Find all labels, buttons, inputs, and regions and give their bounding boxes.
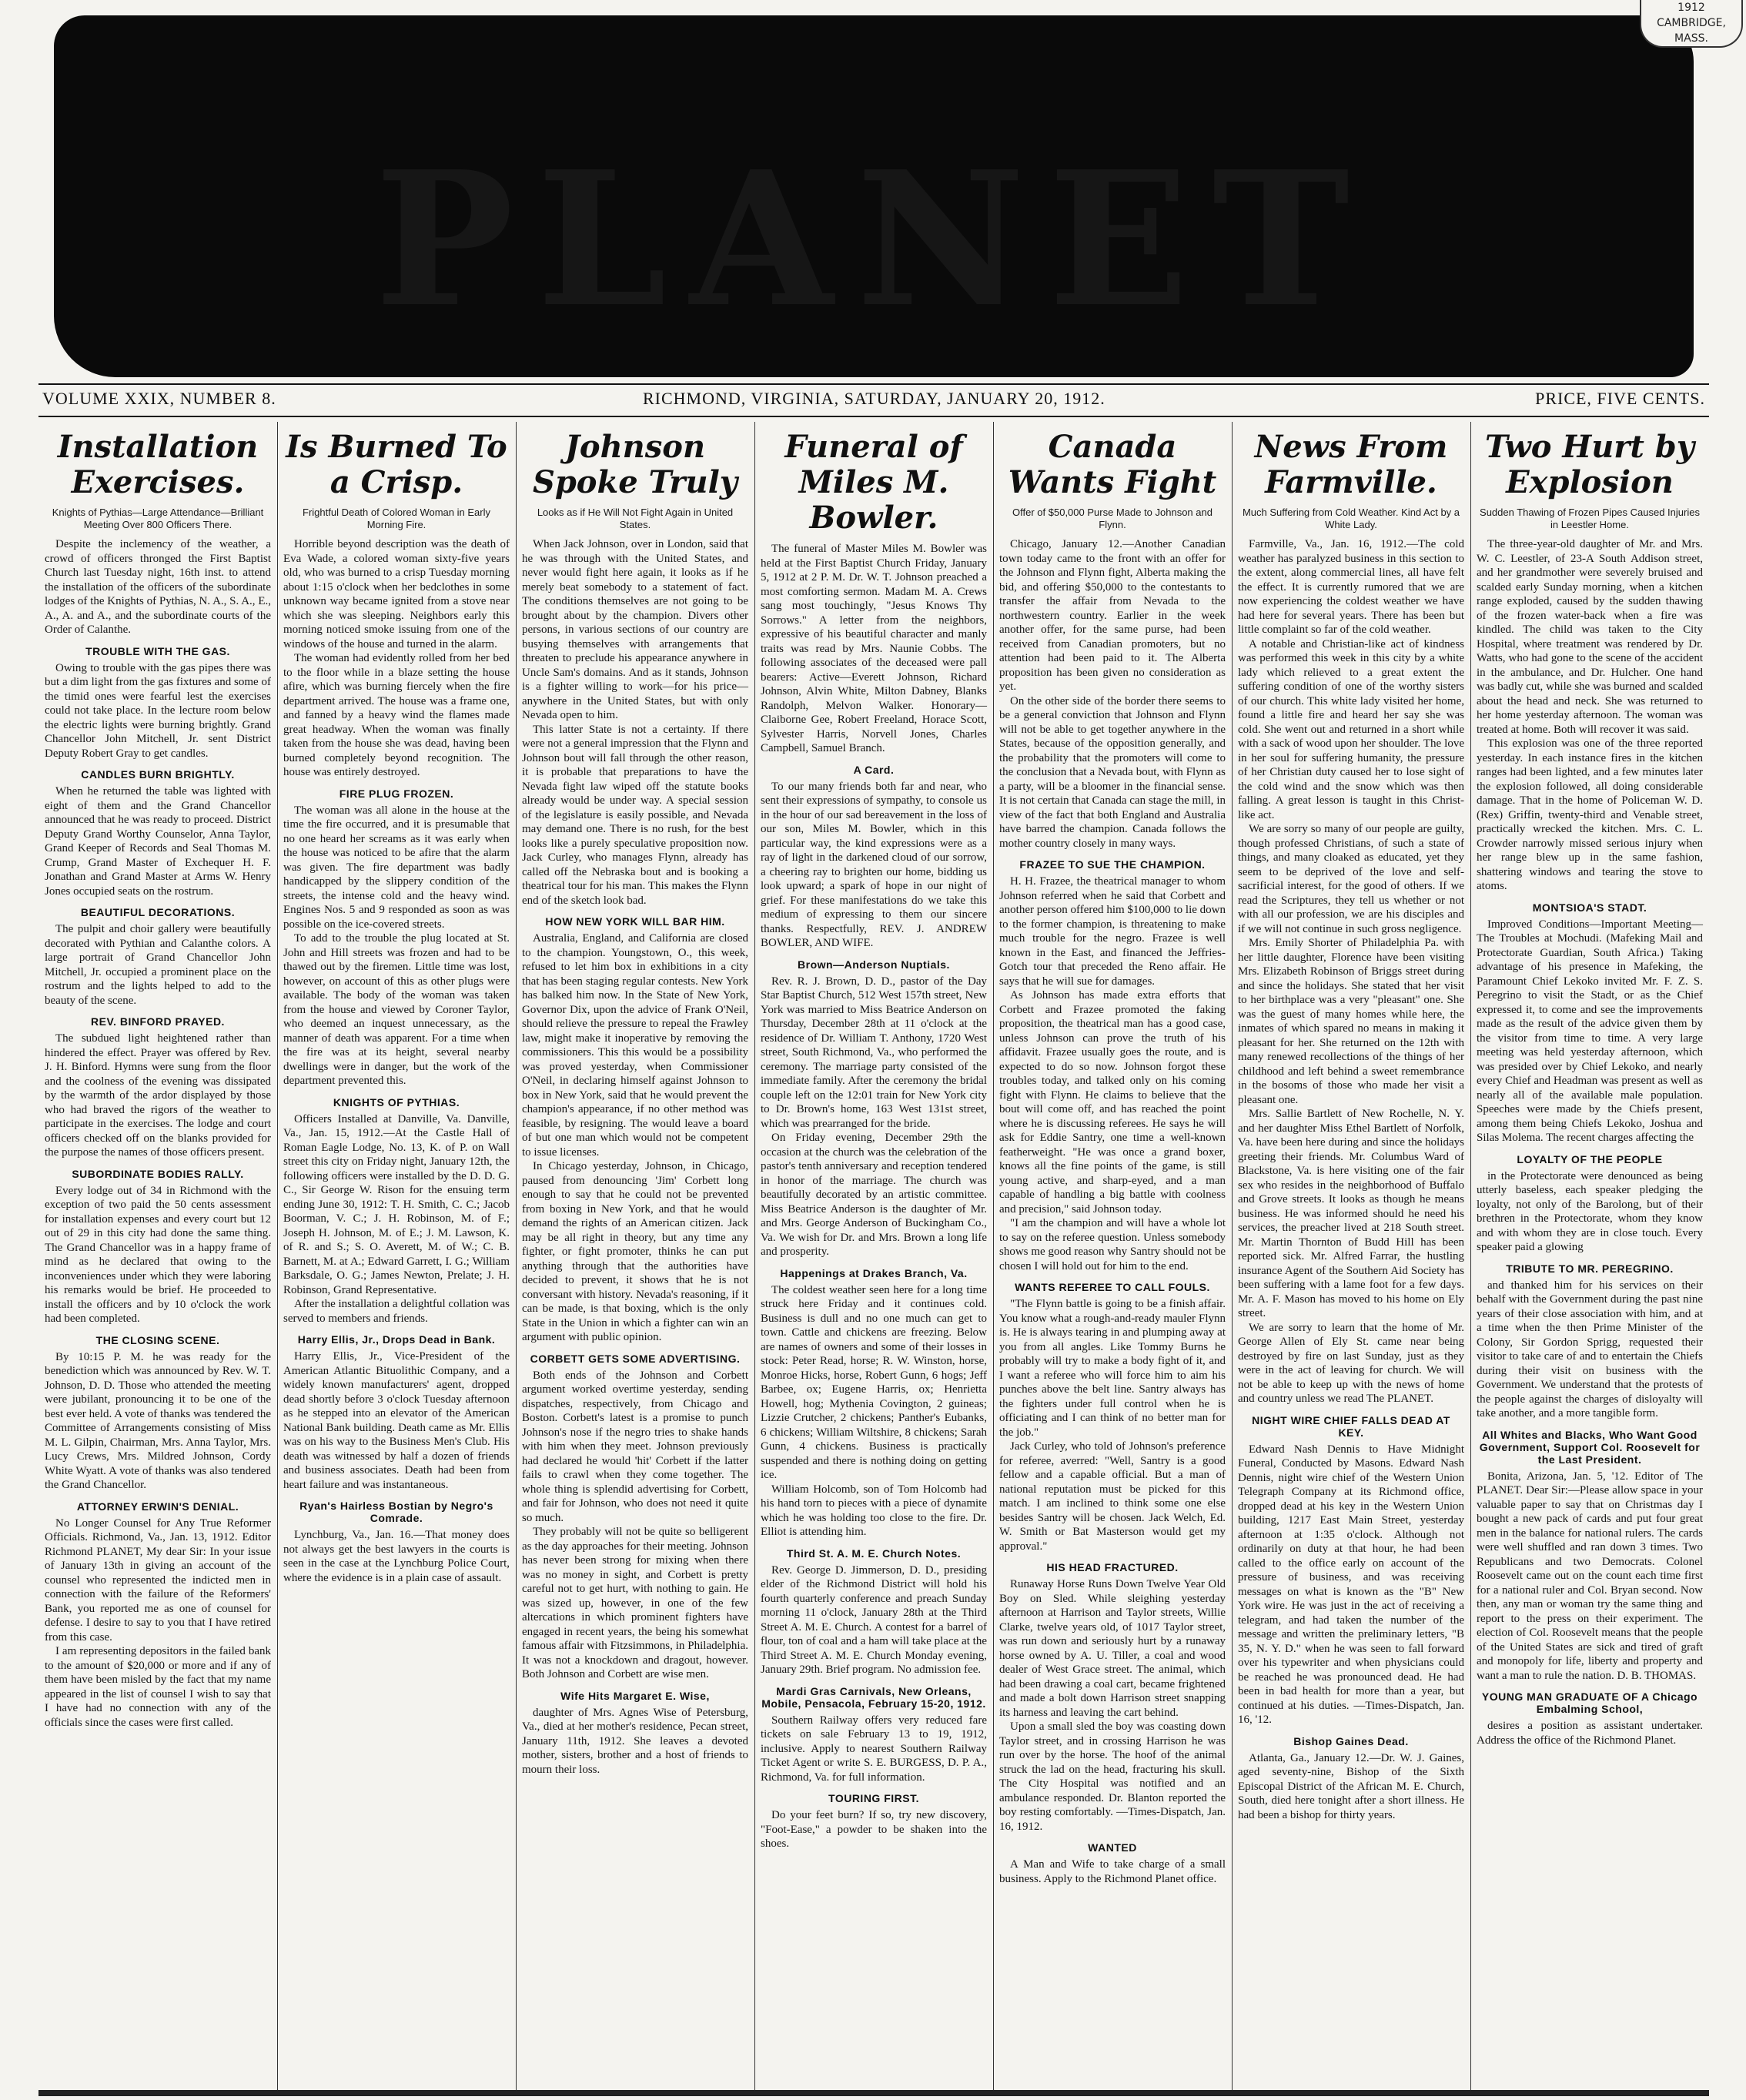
section-subhead: ATTORNEY ERWIN'S DENIAL.	[76, 1500, 239, 1513]
article-paragraph: By 10:15 P. M. he was ready for the benediction which was announced by Rev. W. T. Johnson, D. D. Those who attended the meeting were jubilant, pronouncing it to be one of the best ever held. A vote of thanks was tendered the Committee of Arrangements consisting of Miss M. L. Gilpin, Chairman, Mrs. Anna Taylor, Mrs. Lucy Crews, Mrs. Mildred Johnson, Cordy White Wyatt. A vote of thanks was also tendered the Grand Chancellor.	[45, 1350, 271, 1491]
article-paragraph: The three-year-old daughter of Mr. and Mrs. W. C. Leestler, of 23-A South Addison street, and her grandmother were severely bruised and scalded early Sunday morning, when a kitchen range exploded, caused by the sudden thawing of the frozen water-back when a fire was kindled. The child was taken to the City Hospital, where treatment was rendered by Dr. Watts, who had gone to the scene of the accident in the ambulance, and Dr. Hulcher. One hand was badly cut, while she was burned and scalded about the head and neck. She was returned to her home yesterday afternoon. The woman was treated at home. Both will recover it was said.	[1477, 538, 1703, 736]
article-paragraph: The coldest weather seen here for a long time struck here Friday and it continues cold. Business is dull and no one much can get to town. Cattle and chickens are freezing. Below are names of owners and some of their losses in stock: Peter Read, horse; R. W. Winston, horse, Monroe Hicks, horse, Robert Gunn, 6 hogs; Jeff Barbee, ox; Eugene Harris, ox; Henrietta Howell, hog; Mythenia Covington, 2 guineas; Lizzie Crutcher, 2 chickens; Panther's Eubanks, 6 chickens; William Wiltshire, 8 chickens; Sarah Gunn, 4 chickens. Business is practically suspended and there is nothing doing on getting ice.	[761, 1283, 987, 1481]
article-paragraph: The pulpit and choir gallery were beautifully decorated with Pythian and Calanthe colors. A large portrait of Grand Chancellor John Mitchell, Jr. occupied a prominent place on the rostrum and the lights helped to add to the beauty of the scene.	[45, 923, 271, 1007]
article-paragraph: We are sorry so many of our people are guilty, though professed Christians, of such a state of things, and many cloaked as educated, yet they seem to be deprived of the love and self-sacrificial interest, for the good of others. If we read the Scriptures, they tell us whether or not with all our profession, we are his disciples and if we will not continue in such gross negligence.	[1238, 823, 1464, 935]
article-headline: Installation Exercises.	[57, 429, 259, 500]
news-column	[754, 422, 993, 2092]
section-subhead: REV. BINFORD PRAYED.	[91, 1015, 225, 1028]
article-paragraph: H. H. Frazee, the theatrical manager to whom Johnson referred when he said that Corbett and another person offered him $100,000 to lie down to the former champion, is threatening to make much trouble for the negro. Frazee is well known in the East, and financed the Jeffries-Gotch tour that preceded the Reno affair. He says that he will sue for damages.	[999, 875, 1226, 988]
article-paragraph: Upon a small sled the boy was coasting down Taylor street, and in crossing Harrison he was run over by the horse. The hoof of the animal struck the lad on the head, fracturing his skull. The City Hospital was notified and an ambulance responded. Dr. Blanton reported the boy resting comfortably. —Times-Dispatch, Jan. 16, 1912.	[999, 1720, 1226, 1833]
section-subhead: WANTED	[1088, 1841, 1137, 1854]
article-paragraph: Despite the inclemency of the weather, a crowd of officers thronged the First Baptist Church last Tuesday night, 16th inst. to attend the installation of the officers of the subordinate lodges of the Knights of Pythias, N. A., S. A., E., A., A. and A., and the subordinate courts of the Order of Calanthe.	[45, 538, 271, 636]
article-paragraph: Farmville, Va., Jan. 16, 1912.—The cold weather has paralyzed business in this section to the extent, along commercial lines, all have felt the effect. It is currently rumored that we are now experiencing the coldest weather we have had here for several years. There has been but little complaint so far of the cold weather.	[1238, 538, 1464, 636]
article-paragraph: The subdued light heightened rather than hindered the effect. Prayer was offered by Rev. J. H. Binford. Hymns were sung from the floor and the coolness of the evening was dissipated by the warmth of the ardor displayed by those who had braved the rigors of the weather to participate in the exercises. The lodge and court officers checked off on the blanks provided for the purpose the names of those officers present.	[45, 1032, 271, 1159]
article-paragraph: Both ends of the Johnson and Corbett argument worked overtime yesterday, sending dispatches, respectively, from Chicago and Boston. Corbett's latest is a promise to punch Johnson's nose if the negro tries to shake hands with him when they meet. Johnson previously had declared he would 'hit' Corbett if the latter fails to crawl when they come together. The whole thing is splendid advertising for Corbett, and fair for Johnson, who does not need it quite so much.	[522, 1369, 748, 1524]
column-rule	[1470, 422, 1471, 2092]
section-subhead: TRIBUTE TO MR. PEREGRINO.	[1506, 1262, 1674, 1275]
article-paragraph: The woman was all alone in the house at the time the fire occurred, and it is presumable that no one heard her screams as it was early when the house was noticed to be afire that the alarm was given. The fire department was badly handicapped by the slippery condition of the streets, the intense cold and the heavy wind. Engines Nos. 5 and 9 responded as soon as was possible on the ice-covered streets.	[283, 804, 510, 931]
article-paragraph: To our many friends both far and near, who sent their expressions of sympathy, to console us in the hour of our sad bereavement in the loss of our son, Miles M. Bowler, which in this particular way, the kind expressions were as a ray of light in the darkened cloud of our sorrow, a cheering ray to brighten our home, bidding us look upward; a spark of hope in our night of grief. For these manifestations do we take this medium of expressing to them our sincere thanks. Respectfully, REV. J. ANDREW BOWLER, AND WIFE.	[761, 780, 987, 949]
section-subhead: WANTS REFEREE TO CALL FOULS.	[1015, 1281, 1210, 1293]
news-column	[1232, 422, 1470, 2092]
article-paragraph: No Longer Counsel for Any True Reformer Officials. Richmond, Va., Jan. 13, 1912. Editor Richmond PLANET, My dear Sir: In your issue of January 13th in giving an account of the counsel who represented the indicted men in connection with the failure of the Reformers' Bank, you reported me as one of counsel for defense. I desire to say to you that I have retired from this case.	[45, 1516, 271, 1644]
article-paragraph: A notable and Christian-like act of kindness was performed this week in this city by a white lady which relieved to a great extent the suffering condition of one of the worthy sisters of our church. This white lady visited her home, found a little fire and heard her say she was cold. She went out and returned in a short while with a sack of wood upon her shoulder. The love in her soul for suffering humanity, the pressure of her Christian duty caused her to lose sight of the cold wind and the snow which was then falling. A great lesson is taught in this Christ-like act.	[1238, 637, 1464, 821]
section-subhead: BEAUTIFUL DECORATIONS.	[80, 906, 236, 918]
dateline-top-rule	[38, 383, 1709, 385]
section-subhead: Ryan's Hairless Bostian by Negro's Comrade.	[299, 1500, 493, 1524]
article-paragraph: Mrs. Emily Shorter of Philadelphia Pa. with her little daughter, Florence have been visiting Mrs. Elizabeth Robinson of Briggs street during and since the holidays. She stated that her visit to her birthplace was a very "pleasant" one. She was the guest of many homes while here, the inmates of which spared no means in making it pleasant for her. She returned on the 12th with many renewed recollections of the things of her childhood and left behind a sweet remembrance in the bosoms of those who made her visit a pleasant one.	[1238, 937, 1464, 1106]
section-subhead: Mardi Gras Carnivals, New Orleans, Mobile, Pensacola, February 15-20, 1912.	[761, 1684, 986, 1710]
article-paragraph: As Johnson has made extra efforts that Corbett and Frazee promoted the faking proposition, the theatrical man has a good case, unless Johnson can prove the truth of his affidavit. Frazee usually goes the route, and is expected to do so now. Johnson forgot these troubles today, and talked only on his coming fight with Flynn. He claims to believe that the bout will come off, and has reached the point where he is discussing referees. He says he will ask for Eddie Santry, one time a well-known featherweight. "He was once a grand boxer, knows all the fine points of the game, is still young active, and sharp-eyed, and a man capable of handling a big battle with coolness and precision," said Johnson today.	[999, 989, 1226, 1216]
section-subhead: CORBETT GETS SOME ADVERTISING.	[530, 1352, 741, 1365]
section-subhead: FIRE PLUG FROZEN.	[339, 787, 454, 800]
article-paragraph: When Jack Johnson, over in London, said that he was through with the United States, and never would fight here again, it looks as if he merely beat somebody to a statement of fact. The conditions themselves are not going to be brought about by the champion. Divers other persons, in various sections of our country are busying themselves with arrangements that threaten to preclude his appearance anywhere in Uncle Sam's domains. And as it stands, Johnson is a fighter willing to work—for his price—anywhere in the United States, but with only Nevada open to him.	[522, 538, 748, 721]
article-paragraph: Rev. George D. Jimmerson, D. D., presiding elder of the Richmond District will hold his fourth quarterly conference and preach Sunday morning 11 o'clock, January 28th at the Third Street A. M. E. Church. A contest for a barrel of flour, ton of coal and a ham will take place at the Third Street A. M. E. Church Monday evening, January 29th. Brief program. No admission fee.	[761, 1563, 987, 1676]
article-paragraph: desires a position as assistant undertaker. Address the office of the Richmond Planet.	[1477, 1720, 1703, 1747]
section-subhead: Happenings at Drakes Branch, Va.	[780, 1266, 968, 1279]
article-paragraph: Edward Nash Dennis to Have Midnight Funeral, Conducted by Masons. Edward Nash Dennis, night wire chief of the Western Union Telegraph Company at its Richmond office, dropped dead at his key in the Western Union building, 1217 East Main Street, yesterday afternoon at 1:35 o'clock. Although not ordinarily on duty at that hour, he had been called to the office early on account of the pressure of business, and was receiving messages on what is known as the "B" New York wire. He was just in the act of receiving a telegram, and had taken the number of the message and written the preliminary letters, "B 35, N. Y. D." when he was seen to fall forward over his typewriter and when physicians could be reached he was pronounced dead. He had been in bad health for more than a year, but continued at his duties. —Times-Dispatch, Jan. 16, '12.	[1238, 1443, 1464, 1726]
section-subhead: A Card.	[853, 763, 895, 776]
column-rule	[993, 422, 994, 2092]
article-paragraph: They probably will not be quite so belligerent as the day approaches for their meeting. Johnson has never been strong for mixing when there was no money in sight, and Corbett is pretty careful not to get hurt, with nothing to gain. He was sized up, however, in one of the few altercations in which prominent fighters have engaged in recent years, the being his somewhat famous affair with Fitzsimmons, in Philadelphia. It was not a knockdown and dragout, however. Both Johnson and Corbett are wise men.	[522, 1526, 748, 1680]
article-headline: Johnson Spoke Truly	[532, 429, 738, 500]
article-subheadline: Sudden Thawing of Frozen Pipes Caused Injuries in Leestler Home.	[1480, 507, 1700, 530]
article-paragraph: William Holcomb, son of Tom Holcomb had his hand torn to pieces with a piece of dynamite which he was holding too close to the fire. Dr. Elliot is attending him.	[761, 1483, 987, 1538]
library-stamp	[1640, 0, 1743, 48]
article-paragraph: "The Flynn battle is going to be a finish affair. You know what a rough-and-ready mauler Flynn is. He is always tearing in and plumping away at you from all angles. Like Tommy Burns he probably will try to make a body fight of it, and I want a referee who will force him to aim his punches above the belt line. Santry always has the fighters under full control when he is officiating and I can think of no better man for the job."	[999, 1298, 1226, 1439]
section-subhead: All Whites and Blacks, Who Want Good Government, Support Col. Roosevelt for the Last President.	[1479, 1428, 1701, 1466]
section-subhead: KNIGHTS OF PYTHIAS.	[333, 1095, 460, 1109]
article-paragraph: and thanked him for his services on their behalf with the Government during the past nine years of their close association with him, and at a time when the then Prime Minister of the Colony, Sir Gordon Sprigg, requested their visitor to take care of and to entertain the Chiefs during their visit on business with the Government. We understand that the protests of the people against the charges of disloyalty will take another, and a more tangible form.	[1477, 1279, 1703, 1420]
article-paragraph: Mrs. Sallie Bartlett of New Rochelle, N. Y. and her daughter Miss Ethel Bartlett of Norfolk, Va. have been here during and since the holidays greeting their friends. Mr. Columbus Ward of Blackstone, Va. is here visiting one of the fair sex who resides in the neighborhood of Buffalo and Grove streets. It looks as though he means business. He was informed should he need his services, the preacher lived at 218 South street. Mr. Martin Thornton of Budd Hill has been reported sick. Mr. Alfred Farrar, the hustling insurance Agent of the Southern Aid Society has been suffering with a lame foot for a few days. Mr. A. F. Mason has moved to his home on Ely street.	[1238, 1108, 1464, 1319]
article-paragraph: A Man and Wife to take charge of a small business. Apply to the Richmond Planet office.	[999, 1858, 1226, 1885]
section-subhead: YOUNG MAN GRADUATE OF A Chicago Embalming School,	[1481, 1690, 1698, 1715]
dateline	[42, 389, 1705, 412]
article-paragraph: in the Protectorate were denounced as being utterly baseless, each speaker pledging the loyalty, not only of the Barolong, but of their brethren in the Protectorate, whom they know and with whom they are in close touch. Every speaker paid a glowing	[1477, 1169, 1703, 1253]
article-subheadline: Frightful Death of Colored Woman in Early Morning Fire.	[303, 507, 490, 530]
article-subheadline: Much Suffering from Cold Weather. Kind Act by a White Lady.	[1242, 507, 1460, 530]
volume-number: VOLUME XXIX, NUMBER 8.	[42, 389, 276, 408]
article-paragraph: Every lodge out of 34 in Richmond with the exception of two paid the 50 cents assessment for installation expenses and every court but 12 out of 29 in this city had done the same thing. The Grand Chancellor was in a happy frame of mind as he declared that owing to the inconveniences under which they were laboring his remarks would be brief. He proceeded to install the officers and by 10 o'clock the work had been completed.	[45, 1184, 271, 1325]
article-paragraph: Atlanta, Ga., January 12.—Dr. W. J. Gaines, aged seventy-nine, Bishop of the Sixth Episcopal District of the African M. E. Church, South, died here tonight after a short illness. He had been a bishop for thirty years.	[1238, 1751, 1464, 1821]
section-subhead: NIGHT WIRE CHIEF FALLS DEAD AT KEY.	[1252, 1413, 1450, 1439]
column-rule	[1232, 422, 1233, 2092]
article-subheadline: Looks as if He Will Not Fight Again in United States.	[537, 507, 734, 530]
article-paragraph: I am representing depositors in the failed bank to the amount of $20,000 or more and if any of them have been misled by the fact that my name appeared in the list of counsel I wish to say that I have had no connection with any of the officials since the cases were first called.	[45, 1645, 271, 1729]
article-subheadline: Knights of Pythias—Large Attendance—Brilliant Meeting Over 800 Officers There.	[52, 507, 264, 530]
article-paragraph: The woman had evidently rolled from her bed to the floor while in a blaze setting the house afire, which was burning fiercely when the fire department arrived. The house was a frame one, and fanned by a heavy wind the flames made great headway. When the woman was finally taken from the house she was dead, having been burned completely beyond recognition. The house was entirely destroyed.	[283, 652, 510, 778]
article-paragraph: daughter of Mrs. Agnes Wise of Petersburg, Va., died at her mother's residence, Pecan street, January 11th, 1912. She leaves a devoted mother, sisters, brother and a host of friends to mourn their loss.	[522, 1706, 748, 1776]
article-paragraph: Rev. R. J. Brown, D. D., pastor of the Day Star Baptist Church, 512 West 157th street, New York was married to Miss Beatrice Anderson on Thursday, December 28th at 11 o'clock at the residence of Dr. William T. Anthony, 1720 West street, South Richmond, Va., who performed the ceremony. The marriage party consisted of the immediate family. After the ceremony the bridal couple left on the 12:01 train for New York city to Dr. Brown's home, 163 West 131st street, which was prearranged for the bride.	[761, 975, 987, 1130]
article-paragraph: To add to the trouble the plug located at St. John and Hill streets was frozen and had to be thawed out by the firemen. Little time was lost, however, on account of this as other plugs were available. The body of the woman was taken from the house and viewed by Coroner Taylor, who deemed an inquest unnecessary, as the manner of death was apparent. For a time when the fire was at its height, several nearby dwellings were in danger, but the work of the department prevented this.	[283, 932, 510, 1087]
place-and-date: RICHMOND, VIRGINIA, SATURDAY, JANUARY 20, 1912.	[643, 389, 1105, 408]
article-paragraph: Improved Conditions—Important Meeting—The Troubles at Mochudi. (Mafeking Mail and Protectorate Guardian, South Africa.) Taking advantage of his presence in Mafeking, the Paramount Chief Lekoko invited Mr. F. Z. S. Peregrino to visit the Stadt, or as the Chief expressed it, to come and see the improvements made as the result of the advice given them by the visitor from time to time. A very large meeting was held yesterday afternoon, which was presided over by Chief Lekoko, and nearly every Chief and Headman was present as well as nearly all of the available male population. Speeches were made by the Chiefs present, among them being Chiefs Lekoko, Joshua and Silas Molema. The recent charges affecting the	[1477, 918, 1703, 1144]
article-paragraph: Horrible beyond description was the death of Eva Wade, a colored woman sixty-five years old, who was burned to a crisp Tuesday morning about 1:15 o'clock when her bedclothes in some unknown way became ignited from a stove near which she was sleeping. Neighbors early this morning noticed smoke issuing from one of the windows of the house and turned in the alarm.	[283, 538, 510, 650]
section-subhead: SUBORDINATE BODIES RALLY.	[72, 1167, 244, 1180]
news-column	[38, 422, 277, 2092]
dateline-bottom-rule	[38, 416, 1709, 417]
article-headline: Is Burned To a Crisp.	[286, 429, 507, 500]
article-paragraph: On the other side of the border there seems to be a general conviction that Johnson and Flynn will not be able to get together anywhere in the States, because of the opposition generally, and the probability that the promoters will come to the conclusion that a Nevada bout, with Flynn as a party, will be a bloomer in the financial sense. It is not certain that Canada can stage the mill, in view of the fact that both England and Australia have barred the champion. Canada follows the mother country closely in many ways.	[999, 694, 1226, 850]
article-paragraph: Chicago, January 12.—Another Canadian town today came to the front with an offer for the Johnson and Flynn fight, Alberta making the bid, and offering $50,000 to the contestants to transfer the affair from Nevada to the northwestern country. Earlier in the week another offer, for the same purse, had been received from Canadian promoters, but no attention had been paid to it. The Alberta proposition has been given no consideration as yet.	[999, 538, 1226, 693]
section-subhead: TOURING FIRST.	[828, 1792, 919, 1804]
article-paragraph: This explosion was one of the three reported yesterday. In each instance fires in the kitchen ranges had been lighted, and a few minutes later the explosion followed, all doing considerable damage. That in the home of Policeman W. D. (Rex) Griffin, twenty-third and Venable street, practically wrecked the kitchen. Mrs. C. L. Crowder narrowly missed serious injury when her range blew up in the same fashion, shattering windows and tearing the stove to atoms.	[1477, 737, 1703, 892]
stamp-year: 1912	[1677, 2, 1705, 14]
section-subhead: THE CLOSING SCENE.	[95, 1333, 220, 1346]
article-paragraph: Harry Ellis, Jr., Vice-President of the American Atlantic Bituolithic Company, and a widely known manufacturers' agent, dropped dead shortly before 3 o'clock Tuesday afternoon as he stepped into an elevator of the American National Bank building. Death came as Mr. Ellis was on his way to the Business Men's Club. His death was witnessed by half a dozen of friends and business associates. Death had been from heart failure and was instantaneous.	[283, 1350, 510, 1491]
section-subhead: FRAZEE TO SUE THE CHAMPION.	[1019, 858, 1206, 871]
column-rule	[754, 422, 755, 2092]
article-paragraph: Bonita, Arizona, Jan. 5, '12. Editor of The PLANET. Dear Sir:—Please allow space in your valuable paper to say that on Christmas day I bought a new pack of cards and put four great men in the balance for national rulers. The cards were well shuffled and ran down 3 times. Two Republicans and two Democrats. Colonel Roosevelt came out on the count each time first for a national ruler and Col. Bryan second. Now then, any man or woman try the same thing and report to the press on their experiment. The election of Col. Roosevelt means that the people of the United States are sick and tired of graft and monopoly for life, liberty and property and want a man to rule the nation. D. B. THOMAS.	[1477, 1470, 1703, 1682]
stamp-place: CAMBRIDGE, MASS.	[1657, 17, 1726, 45]
column-rule	[516, 422, 517, 2092]
section-subhead: HOW NEW YORK WILL BAR HIM.	[545, 915, 725, 928]
article-subheadline: Offer of $50,000 Purse Made to Johnson and Flynn.	[1012, 507, 1212, 530]
section-subhead: MONTSIOA'S STADT.	[1532, 901, 1647, 914]
section-subhead: Brown—Anderson Nuptials.	[798, 958, 950, 971]
article-paragraph: Jack Curley, who told of Johnson's preference for referee, averred: "Well, Santry is a good fellow and a capable official. But a man of national reputation must be picked for this match. I am inclined to think some one else besides Santry will be chosen. Jack Welch, Ed. W. Smith or Bat Masterson would get my approval."	[999, 1440, 1226, 1553]
article-paragraph: Runaway Horse Runs Down Twelve Year Old Boy on Sled. While sleighing yesterday afternoon at Harrison and Taylor streets, Willie Clarke, twelve years old, of 1017 Taylor street, was run down and seriously hurt by a runaway horse owned by A. U. Tiller, a coal and wood dealer of West Grace street. The animal, which had been drawing a coal cart, became frightened and made a bolt down Harrison street snapping its harness and leaving the cart behind.	[999, 1578, 1226, 1719]
news-column	[993, 422, 1232, 2092]
news-column	[277, 422, 516, 2092]
section-subhead: Wife Hits Margaret E. Wise,	[560, 1689, 710, 1702]
article-paragraph: Owing to trouble with the gas pipes there was but a dim light from the gas fixtures and some of the timid ones were fearful lest the exercises could not take place. In the lecture room below the electric lights were burning brightly. Grand Chancellor John Mitchell, Jr. sent District Deputy Robert Gray to get candles.	[45, 661, 271, 760]
article-headline: News From Farmville.	[1254, 429, 1448, 500]
news-columns	[38, 422, 1709, 2092]
price: PRICE, FIVE CENTS.	[1535, 389, 1705, 408]
article-paragraph: After the installation a delightful collation was served to members and friends.	[283, 1298, 510, 1325]
section-subhead: Harry Ellis, Jr., Drops Dead in Bank.	[297, 1333, 496, 1346]
article-headline: Two Hurt by Explosion	[1485, 429, 1694, 500]
article-paragraph: Lynchburg, Va., Jan. 16.—That money does not always get the best lawyers in the courts is seen in the case at the Lynchburg Police Court, where the evidence is in a plain case of assault.	[283, 1529, 510, 1584]
article-paragraph: Do your feet burn? If so, try new discovery, "Foot-Ease," a powder to be shaken into the shoes.	[761, 1809, 987, 1850]
section-subhead: CANDLES BURN BRIGHTLY.	[81, 768, 235, 781]
article-paragraph: Officers Installed at Danville, Va. Danville, Va., Jan. 15, 1912.—At the Castle Hall of Roman Eagle Lodge, No. 13, K. of P. on Wall street this city on Friday night, January 12th, the following officers were installed by the D. D. G. C., Sir George W. Rison for the ensuing term ending June 30, 1912: T. H. Smith, C. C.; Jacob Boorman, V. C.; J. H. Robinson, M. of F.; Joseph H. Johnson, M. of E.; J. M. Lawson, K. of R. and S.; S. O. Averett, M. of W.; C. B. Barnett, M. at A.; Edward Garrett, I. G.; William Barksdale, O. G.; James Newton, Prelate; J. H. Robinson, Grand Representative.	[283, 1112, 510, 1296]
page-bottom-edge	[38, 2090, 1709, 2096]
section-subhead: TROUBLE WITH THE GAS.	[85, 644, 230, 657]
article-paragraph: The funeral of Master Miles M. Bowler was held at the First Baptist Church Friday, January 5, 1912 at 2 P. M. Dr. W. T. Johnson preached a most comforting sermon. Madam M. A. Crews sang most touchingly, "Jesus Knows Thy Sorrows." A letter from the neighbors, expressive of his beautiful character and manly traits was read by Mrs. Naunie Cobbs. The following associates of the deceased were pall bearers: Active—Everett Johnson, Richard Johnson, Alvin White, Milton Dabney, Blanks Randolph, Melvon Walker. Honorary—Claiborne Gee, Robert Freeland, Horace Scott, Sylvester Harris, Norvell Jones, Charles Campbell, Samuel Branch.	[761, 543, 987, 754]
article-headline: Canada Wants Fight	[1008, 429, 1217, 500]
article-paragraph: This latter State is not a certainty. If there were not a general impression that the Flynn and Johnson bout will fall through the other reason, it is probable that preparations to have the Nevada fight law wiped off the statute books already would be under way. A special session of the legislature is easily possible, and Nevada may demand one. There is no rush, for the best looks like a purely speculative proposition now. Jack Curley, who manages Flynn, already has called off the Nebraska bout and is booking a theatrical tour for his man. This makes the Flynn end of the sketch look bad.	[522, 723, 748, 907]
article-paragraph: In Chicago yesterday, Johnson, in Chicago, paused from denouncing 'Jim' Corbett long enough to say that he could not be prevented from boxing in New York, and that he would demand the rights of an American citizen. Jack may be all right in theory, but any time any fighter, or fight promoter, thinks he can put anything through that the authorities have decided to prevent, it shows that he is not conversant with history. Nevada's reasoning, if it can be made, is that boxing, which is the only State in the Union in which a fighter can win an argument with public opinion.	[522, 1160, 748, 1343]
article-paragraph: We are sorry to learn that the home of Mr. George Allen of Ely St. came near being destroyed by fire on last Sunday, just as they were in the act of leaving for church. We will not be able to keep up with the news of home and country unless we read The PLANET.	[1238, 1321, 1464, 1405]
section-subhead: HIS HEAD FRACTURED.	[1046, 1561, 1179, 1573]
section-subhead: Third St. A. M. E. Church Notes.	[786, 1547, 962, 1560]
article-paragraph: "I am the champion and will have a whole lot to say on the referee question. Unless somebody shows me good reason why Santry should not be chosen I will hold out for him to the end.	[999, 1217, 1226, 1272]
masthead-title: PLANET	[374, 131, 1373, 348]
column-rule	[277, 422, 278, 2092]
article-headline: Funeral of Miles M. Bowler.	[784, 429, 963, 536]
article-paragraph: Southern Railway offers very reduced fare tickets on sale February 13 to 19, 1912, inclusive. Apply to nearest Southern Railway Ticket Agent or write S. E. BURGESS, D. P. A., Richmond, Va. for full information.	[761, 1714, 987, 1784]
news-column	[1470, 422, 1709, 2092]
section-subhead: Bishop Gaines Dead.	[1293, 1734, 1409, 1747]
section-subhead: LOYALTY OF THE PEOPLE	[1517, 1152, 1663, 1165]
article-paragraph: Australia, England, and California are closed to the champion. Youngstown, O., this week, refused to let him box in exhibitions in a city that has been staging regular contests. New York has balked him now. In the State of New York, Governor Dix, upon the advice of Frank O'Neil, should relieve the pressure to repeal the Frawley law, might make it inoperative by removing the commissioners. This this would be a possibility was proved yesterday, when Commissioner O'Neil, in declaring himself against Johnson to box in New York, said that he would prevent the champion's appearance, if no other method was feasible, by resigning. The would leave a board of but one man which would not be competent to issue licenses.	[522, 932, 748, 1159]
article-paragraph: When he returned the table was lighted with eight of them and the Grand Chancellor announced that he was ready to proceed. District Deputy Grand Worthy Counselor, Anna Taylor, Grand Keeper of Records and Seal Thomas M. Crump, Grand Master of Exchequer H. F. Jonathan and Grand Master at Arms W. Henry Jones occupied seats on the rostrum.	[45, 785, 271, 898]
news-column	[516, 422, 754, 2092]
article-paragraph: On Friday evening, December 29th the occasion at the church was the celebration of the pastor's tenth anniversary and reception tendered in honor of the marriage. The church was beautifully decorated by an artistic committee. Miss Beatrice Anderson is the daughter of Mr. and Mrs. George Anderson of Buckingham Co., Va. We wish for Dr. and Mrs. Brown a long life and prosperity.	[761, 1132, 987, 1258]
